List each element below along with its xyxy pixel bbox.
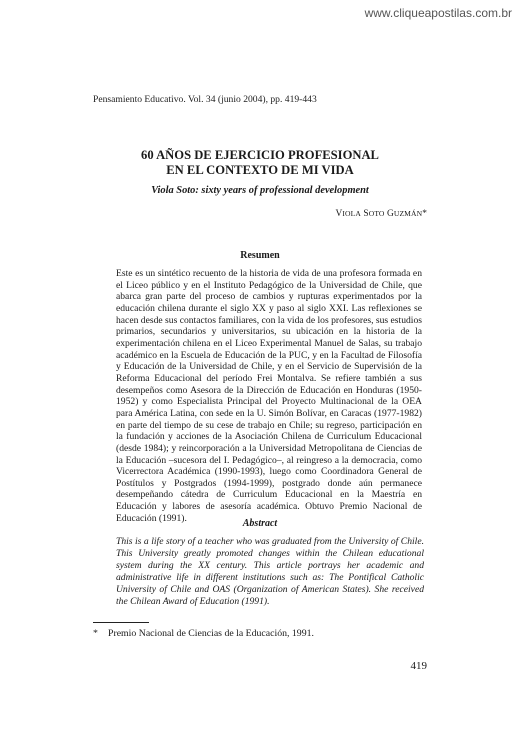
author-name — [336, 209, 427, 219]
footnote-mark: * — [93, 628, 98, 639]
author-rest-2: OTO — [368, 209, 385, 218]
author-footnote-mark: * — [422, 209, 427, 219]
footnote-text: Premio Nacional de Ciencias de la Educación, 1991. — [108, 628, 314, 639]
abstract-body: This is a life story of a teacher who was graduated from the University of Chile. This University greatly promoted changes within the Chilean educational system during the XX century. This article portrays her academic and administrative life in different institutions such as: The Pontifical Catholic University of Chile and OAS (Organization of American States). She received the Chilean Award of Education (1991). — [116, 536, 424, 607]
author-initial-2: S — [363, 209, 369, 219]
author-initial-3: G — [386, 209, 394, 219]
page-number: 419 — [410, 660, 427, 672]
footnote-rule — [93, 622, 149, 623]
author-initial-1: V — [335, 209, 343, 219]
running-head: Pensamiento Educativo. Vol. 34 (junio 2004), pp. 419-443 — [93, 94, 317, 105]
author-rest-3: UZMÁN — [393, 209, 423, 218]
article-subtitle: Viola Soto: sixty years of professional development — [151, 185, 369, 196]
title-line-1: 60 AÑOS DE EJERCICIO PROFESIONAL — [141, 148, 379, 162]
watermark[interactable]: www.cliqueapostilas.com.br — [364, 6, 512, 20]
resumen-body: Este es un sintético recuento de la historia de vida de una profesora formada en el Liceo público y en el Instituto Pedagógico de la Universidad de Chile, que abarca gran parte del proceso de cambios y rupturas experimentados por la educación chilena durante el siglo XX y paso al siglo XXI. Las reflexiones se hacen desde sus contactos familiares, con la vida de los profesores, sus estudios primarios, secundarios y universitarios, su ubicación en la historia de la experimentación chilena en el Liceo Experimental Manuel de Salas, su trabajo académico en la Escuela de Educación de la PUC, y en la Facultad de Filosofía y Educación de la Universidad de Chile, y en el Servicio de Supervisión de la Reforma Educacional del período Frei Montalva. Se refiere también a sus desempeños como Asesora de la Dirección de Educación en Honduras (1950-1952) y como Especialista Principal del Proyecto Multinacional de la OEA para América Latina, con sede en la U. Simón Bolívar, en Caracas (1977-1982) en parte del tiempo de su cese de trabajo en Chile; su regreso, participación en la fundación y acciones de la Asociación Chilena de Curriculum Educacional (desde 1984); y reincorporación a la Universidad Metropolitana de Ciencias de la Educación –sucesora del I. Pedagógico–, al reingreso a la democracia, como Vicerrectora Académica (1990-1993), luego como Coordinadora General de Postítulos y Postgrados (1994-1999), postgrado donde aún permanece desempeñando cátedra de Curriculum Educacional en la Maestría en Educación y labores de asesoría académica. Obtuvo Premio Nacional de Educación (1991). — [116, 268, 422, 524]
resumen-heading: Resumen — [240, 250, 280, 261]
article-title — [0, 148, 520, 178]
abstract-heading: Abstract — [242, 518, 278, 529]
title-line-2: EN EL CONTEXTO DE MI VIDA — [166, 163, 354, 177]
footnote — [93, 628, 314, 639]
author-rest-1: IOLA — [342, 209, 361, 218]
